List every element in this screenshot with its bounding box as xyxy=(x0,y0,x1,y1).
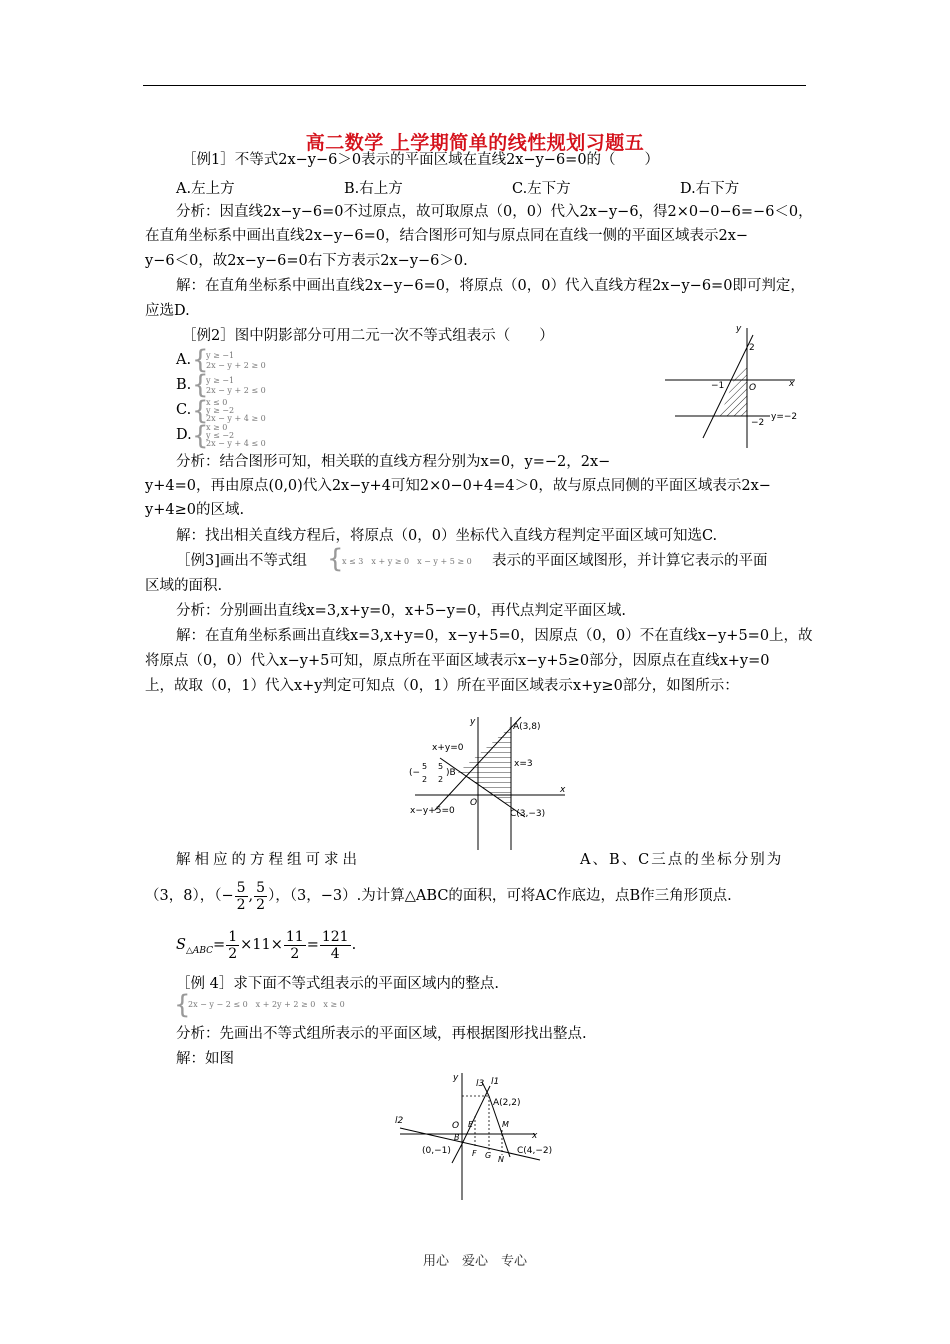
line-l3 xyxy=(462,1086,490,1144)
ex4-figure xyxy=(390,1068,570,1203)
line-label-l3: l3 xyxy=(476,1079,485,1089)
ex2-solution-1: 解：找出相关直线方程后，将原点（0，0）坐标代入直线方程判定平面区域可知选C. xyxy=(176,528,718,544)
point-c-label: C(3,−3) xyxy=(510,809,546,819)
ex2-option-c-line1: x ≤ 0 xyxy=(206,398,228,407)
point-b-den1: 2 xyxy=(422,775,428,784)
point-f-label: F xyxy=(472,1149,477,1158)
ex3-shaded-region xyxy=(458,726,511,806)
brace-glyph: { xyxy=(174,990,191,1020)
fraction-denominator: 2 xyxy=(228,945,238,962)
ex1-solution-1: 解：在直角坐标系中画出直线2x−y−6=0，将原点（0，0）代入直线方程2x−y−6=0即可判定， xyxy=(176,278,805,294)
ex2-option-c-line2: y ≥ −2 xyxy=(206,406,235,415)
fraction xyxy=(226,929,239,962)
point-a-label: A(2,2) xyxy=(493,1098,521,1108)
ex3-analysis-1: 分析：分别画出直线x=3,x+y=0，x+5−y=0，再代点判定平面区域. xyxy=(176,603,626,619)
ex3-question-2: 区域的面积. xyxy=(145,578,223,594)
ex3-solution-1: 解：在直角坐标系画出直线x=3,x+y=0，x−y+5=0，因原点（0，0）不在直线x−y+5=0上，故 xyxy=(176,628,813,644)
multiply-text: ×11× xyxy=(240,937,283,953)
ex2-option-b-line2: 2x − y + 2 ≤ 0 xyxy=(206,386,266,395)
ex2-analysis-2: y+4=0，再由原点(0,0)代入2x−y+4可知2×0−0+4=4＞0，故与原点同侧的平面区域表示2x− xyxy=(145,478,771,494)
fraction-denominator: 2 xyxy=(256,896,266,913)
ex3-solution-3: 上，故取（0，1）代入x+y判定可知点（0，1）所在平面区域表示x+y≥0部分，如图所示： xyxy=(145,678,739,694)
line-label-y-neg2: y=−2 xyxy=(771,412,798,422)
fraction-numerator: 5 xyxy=(256,879,266,896)
ex3-area-formula xyxy=(176,925,356,965)
line-label-x-minus-y: x−y+5=0 xyxy=(410,806,455,816)
point-a-label: A(3,8) xyxy=(513,722,541,732)
ex2-option-d-line1: x ≥ 0 xyxy=(206,423,228,432)
tick-neg2: −2 xyxy=(751,418,765,428)
ex2-option-a-line2: 2x − y + 2 ≥ 0 xyxy=(206,361,266,370)
ex3-result-2: （3，8），（− $\frac{5}{2}$ , $\frac{5}{2}$ ），（3，−3）.为计算△ABC的面积，可将AC作底边，点B作三角形顶点. xyxy=(145,879,732,913)
header-rule xyxy=(143,85,806,86)
ex4-analysis-1: 分析：先画出不等式组所表示的平面区域，再根据图形找出整点. xyxy=(176,1026,587,1042)
point-b-num2: 5 xyxy=(438,762,444,771)
fraction-denominator: 2 xyxy=(290,945,300,962)
fraction-numerator: 1 xyxy=(228,928,238,945)
ex3-figure xyxy=(400,712,570,852)
ex2-option-d-line3: 2x − y + 4 ≤ 0 xyxy=(206,439,266,448)
point-c-label: C(4,−2) xyxy=(517,1146,553,1156)
page-title: 高二数学 上学期简单的线性规划习题五 xyxy=(305,132,645,154)
area-subscript: △ABC xyxy=(185,945,214,956)
ex2-question: ［例2］图中阴影部分可用二元一次不等式组表示（ ） xyxy=(182,328,554,344)
origin-label: O xyxy=(749,383,757,393)
point-g-label: G xyxy=(485,1151,492,1160)
point-b-num1: 5 xyxy=(422,762,428,771)
brace-glyph: { xyxy=(192,421,209,451)
point-b-prefix: (− xyxy=(409,768,421,778)
fraction-denominator: 4 xyxy=(330,945,340,962)
brace-glyph: { xyxy=(327,544,344,574)
fraction xyxy=(320,929,351,962)
brace-glyph: { xyxy=(192,345,209,375)
ex1-option-d: D.右下方 xyxy=(680,181,740,197)
x-axis-label: x xyxy=(789,379,795,389)
point-0-neg1-label: (0,−1) xyxy=(422,1146,451,1156)
ex2-option-b-line1: y ≥ −1 xyxy=(206,376,235,385)
line-label-l1: l1 xyxy=(491,1077,500,1087)
ex2-analysis-1: 分析：结合图形可知，相关联的直线方程分别为x=0，y=−2，2x− xyxy=(176,454,611,470)
fraction-numerator: 11 xyxy=(285,928,304,945)
ex1-option-b: B.右上方 xyxy=(344,181,403,197)
origin-label: O xyxy=(452,1121,460,1131)
fraction xyxy=(254,880,267,913)
equals-sign: = xyxy=(213,937,226,953)
ex2-option-d-line2: y ≤ −2 xyxy=(206,431,235,440)
fraction-denominator: 2 xyxy=(236,896,246,913)
line-label-x-plus-y: x+y=0 xyxy=(432,743,464,753)
y-axis-label: y xyxy=(470,717,476,727)
line-label-x-eq-3: x=3 xyxy=(514,759,533,769)
ex1-analysis-2: 在直角坐标系中画出直线2x−y−6=0，结合图形可知与原点同在直线一侧的平面区域表示2x− xyxy=(145,228,749,244)
origin-label: O xyxy=(470,798,478,808)
ex2-option-c-line3: 2x − y + 4 ≥ 0 xyxy=(206,414,266,423)
point-b-label: )B xyxy=(446,768,456,778)
ex2-figure xyxy=(660,320,810,450)
ex3-question-pre: ［例3]画出不等式组 xyxy=(176,553,307,569)
line-l3-extension xyxy=(452,1144,462,1163)
ex3-result-1b: A、B、C三点的坐标分别为 xyxy=(580,852,784,868)
ex1-solution-2: 应选D. xyxy=(145,303,190,319)
ex2-analysis-3: y+4≥0的区域. xyxy=(145,502,245,518)
ex1-question: ［例1］不等式2x−y−6＞0表示的平面区域在直线2x−y−6=0的（ ） xyxy=(182,152,660,168)
fraction xyxy=(284,929,306,962)
ex2-option-a-line1: y ≥ −1 xyxy=(206,351,235,360)
ex1-option-c: C.左下方 xyxy=(512,181,571,197)
point-b-label: B xyxy=(454,1133,460,1142)
brace-glyph: { xyxy=(192,396,209,426)
fraction-numerator: 121 xyxy=(321,928,349,945)
tick-2: 2 xyxy=(749,343,755,353)
ex2-option-b-label: B. xyxy=(176,377,192,393)
y-axis-label: y xyxy=(736,324,742,334)
area-symbol: S xyxy=(176,937,186,953)
footer: 用心 爱心 专心 xyxy=(422,1254,527,1269)
ex3-system: x ≤ 3 x + y ≥ 0 x − y + 5 ≥ 0 xyxy=(342,557,472,566)
x-axis-label: x xyxy=(532,1131,538,1141)
point-b-den2: 2 xyxy=(438,775,444,784)
brace-glyph: { xyxy=(192,370,209,400)
point-m-label: M xyxy=(502,1120,509,1129)
ex4-question: ［例 4］求下面不等式组表示的平面区域内的整点. xyxy=(176,976,499,992)
period: . xyxy=(351,937,357,953)
line-label-l2: l2 xyxy=(395,1116,404,1126)
point-e-label: E xyxy=(468,1120,474,1129)
ex4-system: 2x − y − 2 ≤ 0 x + 2y + 2 ≥ 0 x ≥ 0 xyxy=(188,1000,345,1009)
y-axis-label: y xyxy=(453,1073,459,1083)
ex1-analysis-1: 分析：因直线2x−y−6=0不过原点，故可取原点（0，0）代入2x−y−6，得2×0−0−6=−6＜0， xyxy=(176,204,813,220)
ex3-result-1a: 解相应的方程组可求出 xyxy=(176,852,361,868)
ex2-option-a-label: A. xyxy=(176,352,192,368)
ex2-option-d-label: D. xyxy=(176,427,192,443)
ex2-option-c-label: C. xyxy=(176,402,192,418)
ex3-solution-2: 将原点（0，0）代入x−y+5可知，原点所在平面区域表示x−y+5≥0部分，因原点在直线x+y=0 xyxy=(145,653,770,669)
fraction-numerator: 5 xyxy=(236,879,246,896)
ex1-analysis-3: y−6＜0，故2x−y−6=0右下方表示2x−y−6＞0. xyxy=(145,253,468,269)
point-n-label: N xyxy=(498,1155,504,1164)
ex4-solution-1: 解：如图 xyxy=(176,1051,234,1067)
ex3-question-post: 表示的平面区域图形，并计算它表示的平面 xyxy=(492,553,768,569)
tick-neg1: −1 xyxy=(711,381,725,391)
fraction xyxy=(235,880,248,913)
ex3-result-2b: ），（3，−3）.为计算△ABC的面积，可将AC作底边，点B作三角形顶点. xyxy=(268,888,732,904)
ex1-option-a: A.左上方 xyxy=(176,181,235,197)
equals-sign: = xyxy=(306,937,319,953)
x-axis-label: x xyxy=(560,785,566,795)
ex3-result-2a: （3，8），（− xyxy=(145,888,234,904)
